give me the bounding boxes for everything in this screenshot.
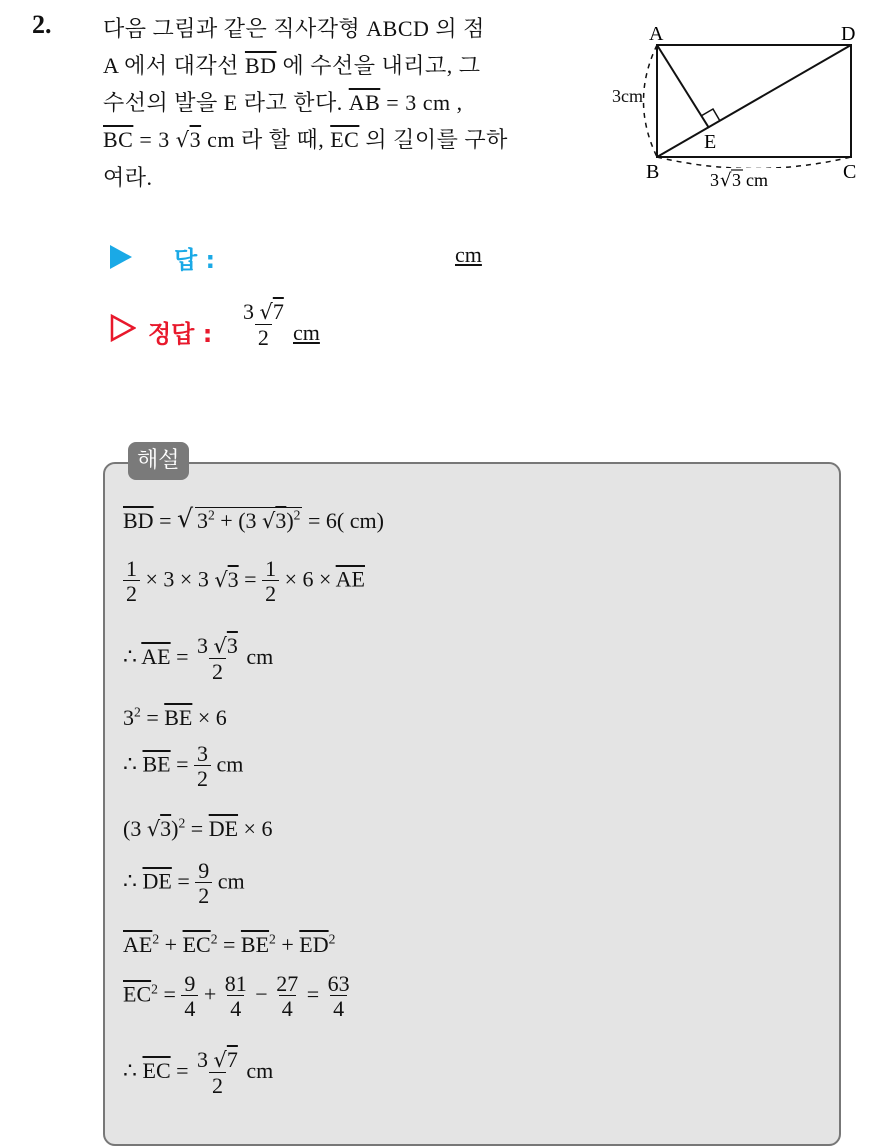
outline-triangle-icon (110, 314, 136, 342)
diagonal-bd (657, 45, 851, 157)
text: + (275, 932, 300, 957)
unit: cm (240, 1058, 274, 1084)
question-line-2 (103, 47, 593, 84)
exponent: 2 (152, 931, 160, 947)
fraction (194, 1048, 241, 1098)
numerator: 1 (265, 556, 277, 581)
segment-ae: $\overline{AE}$ (141, 644, 171, 670)
numerator (240, 300, 287, 324)
segment-de: $\overline{DE}$ (208, 816, 239, 841)
answer-row (110, 240, 530, 274)
denominator: 2 (255, 324, 272, 350)
text: + (198, 981, 222, 1007)
sqrt (214, 634, 238, 658)
text: = (170, 751, 195, 777)
text: = (238, 566, 263, 592)
text: 수선의 발을 E 라고 한다. (103, 90, 349, 115)
numerator: 3 (197, 741, 209, 766)
side-bc-root: 3 (732, 170, 741, 190)
explanation-line-5 (123, 742, 243, 791)
numerator: 63 (327, 971, 350, 996)
denominator: 4 (181, 995, 198, 1021)
radical-sign: √ (175, 128, 190, 152)
segment-ec: $\overline{EC}$ (330, 127, 360, 152)
text: + (159, 932, 183, 957)
side-ab-label: 3cm (612, 86, 643, 106)
question-line-1: 다음 그림과 같은 직사각형 ABCD 의 점 (103, 16, 485, 41)
fraction (240, 300, 287, 350)
exponent: 2 (293, 507, 301, 523)
segment-ae: $\overline{AE}$ (123, 932, 153, 957)
numerator: 9 (184, 971, 196, 996)
explanation-line-10 (123, 1048, 273, 1098)
segment-de: $\overline{DE}$ (142, 868, 172, 894)
text: − (249, 981, 274, 1007)
text: 3 (196, 508, 208, 533)
sqrt (262, 508, 286, 534)
text: ) (286, 508, 294, 533)
denominator: 4 (227, 995, 244, 1021)
numerator: 27 (276, 971, 299, 996)
sqrt (176, 121, 201, 159)
correct-answer-unit: cm (293, 320, 320, 345)
coef: 3 (197, 633, 214, 658)
radicand: 3 (189, 127, 202, 152)
fraction (194, 742, 211, 791)
radical-sign: √ (146, 817, 161, 841)
text: = (140, 705, 165, 730)
text: = 3 (133, 127, 176, 152)
explanation-line-4 (123, 705, 227, 731)
text: 3 (123, 705, 134, 730)
brace-ab (644, 45, 658, 157)
numerator (194, 634, 241, 658)
exponent: 2 (328, 931, 336, 947)
rectangle-figure (610, 20, 872, 190)
denominator: 4 (330, 995, 347, 1021)
segment-ec: $\overline{EC}$ (123, 981, 152, 1007)
segment-ec: $\overline{EC}$ (142, 1058, 171, 1084)
text: + (3 (214, 508, 263, 533)
denominator: 2 (209, 658, 226, 684)
numerator (194, 1048, 241, 1072)
exponent: 2 (207, 507, 215, 523)
sqrt (176, 504, 303, 534)
answer-unit: cm (455, 242, 482, 267)
numerator: 81 (224, 971, 247, 996)
sqrt (214, 567, 238, 593)
exponent: 2 (178, 815, 186, 831)
radical-sign: √ (213, 1048, 227, 1072)
denominator: 2 (194, 765, 211, 791)
text: ) (171, 816, 179, 841)
side-bc-radical: √ (720, 170, 732, 190)
fraction (273, 972, 301, 1021)
radicand: 3 (160, 816, 172, 841)
segment-bd: $\overline{BD}$ (244, 53, 277, 78)
text: = (185, 816, 209, 841)
correct-answer-label: 정답 : (148, 320, 213, 348)
text: × 6 (238, 816, 273, 841)
radical-sign: √ (259, 300, 273, 324)
answer-label: 답 : (174, 246, 216, 274)
correct-answer-row (110, 300, 530, 366)
fraction (181, 972, 198, 1021)
segment-bd: $\overline{BD}$ (123, 508, 154, 533)
radicand: 3 (275, 508, 287, 533)
denominator: 2 (195, 882, 212, 908)
explanation-line-2 (123, 557, 365, 606)
text: A 에서 대각선 (103, 53, 245, 78)
explanation-line-9 (123, 972, 353, 1021)
label-d: D (841, 23, 856, 45)
brace-bc (657, 157, 851, 169)
label-a: A (649, 23, 664, 45)
explanation-line-8 (123, 932, 335, 958)
sqrt (214, 1048, 238, 1072)
radicand: 7 (226, 1047, 238, 1072)
radical-sign: √ (176, 504, 194, 533)
fraction (194, 634, 241, 684)
sqrt (260, 300, 284, 324)
text: = 6( cm) (302, 508, 384, 533)
text: = (217, 932, 241, 957)
text: = (157, 981, 182, 1007)
label-e: E (704, 131, 717, 153)
question-line-4 (103, 121, 593, 159)
explanation-line-3 (123, 634, 273, 684)
coef: 3 (197, 1047, 214, 1072)
text: cm 라 할 때, (201, 127, 331, 152)
fraction (195, 859, 212, 908)
radicand (195, 507, 303, 533)
explanation-line-6 (123, 816, 272, 842)
exponent: 2 (269, 931, 276, 947)
unit: cm (211, 751, 244, 777)
side-bc-unit: cm (746, 170, 768, 190)
radical-sign: √ (213, 634, 227, 658)
radical-sign: √ (262, 509, 276, 533)
numerator: 9 (198, 858, 210, 883)
denominator: 4 (279, 995, 296, 1021)
therefore: ∴ (123, 1058, 143, 1084)
segment-be: $\overline{BE}$ (142, 751, 171, 777)
text: 의 길이를 구하 (359, 127, 508, 152)
correct-answer-value (240, 300, 287, 350)
explanation-tab: 해설 (128, 442, 189, 480)
denominator: 2 (123, 580, 140, 606)
denominator: 2 (209, 1072, 226, 1098)
text: × 6 (192, 705, 227, 730)
segment-ed: $\overline{ED}$ (299, 932, 329, 957)
numerator: 1 (126, 556, 137, 581)
segment-be: $\overline{BE}$ (164, 705, 193, 730)
sqrt (147, 816, 171, 842)
play-triangle-icon (110, 245, 132, 269)
segment-ab: $\overline{AB}$ (348, 90, 381, 115)
exponent: 2 (210, 931, 218, 947)
explanation-line-7 (123, 859, 245, 908)
question-line-3 (103, 84, 593, 121)
segment-be: $\overline{BE}$ (240, 932, 270, 957)
label-c: C (843, 161, 857, 183)
text: = (301, 981, 325, 1007)
unit: cm (212, 868, 245, 894)
text: 에 수선을 내리고, 그 (276, 53, 481, 78)
therefore: ∴ (123, 751, 143, 777)
text: = (153, 508, 177, 533)
radicand: 7 (272, 299, 284, 324)
coef: 3 (243, 299, 260, 324)
segment-bc: $\overline{BC}$ (103, 127, 134, 152)
exponent: 2 (134, 704, 141, 720)
explanation-line-1 (123, 504, 384, 534)
text: = 3 cm , (380, 90, 463, 115)
exponent: 2 (151, 981, 158, 997)
radicand: 3 (227, 566, 239, 592)
text: = (171, 868, 196, 894)
text: = (170, 1058, 195, 1084)
fraction (325, 972, 353, 1021)
text: = (170, 644, 195, 670)
text: × 3 × 3 (140, 566, 215, 592)
therefore: ∴ (123, 644, 142, 670)
question-text (103, 10, 593, 196)
fraction (123, 557, 140, 606)
radical-sign: √ (214, 567, 228, 592)
radicand: 3 (226, 633, 238, 658)
unit: cm (240, 644, 274, 670)
fraction (222, 972, 250, 1021)
segment-ae: $\overline{AE}$ (335, 566, 365, 592)
label-b: B (646, 161, 660, 183)
text: (3 (123, 816, 147, 841)
question-line-5: 여라. (103, 165, 153, 190)
fraction (262, 557, 279, 606)
question-number: 2. (32, 10, 52, 39)
denominator: 2 (262, 580, 279, 606)
segment-ec: $\overline{EC}$ (182, 932, 211, 957)
side-bc-coef: 3 (710, 170, 719, 190)
therefore: ∴ (123, 868, 143, 894)
text: × 6 × (279, 566, 336, 592)
